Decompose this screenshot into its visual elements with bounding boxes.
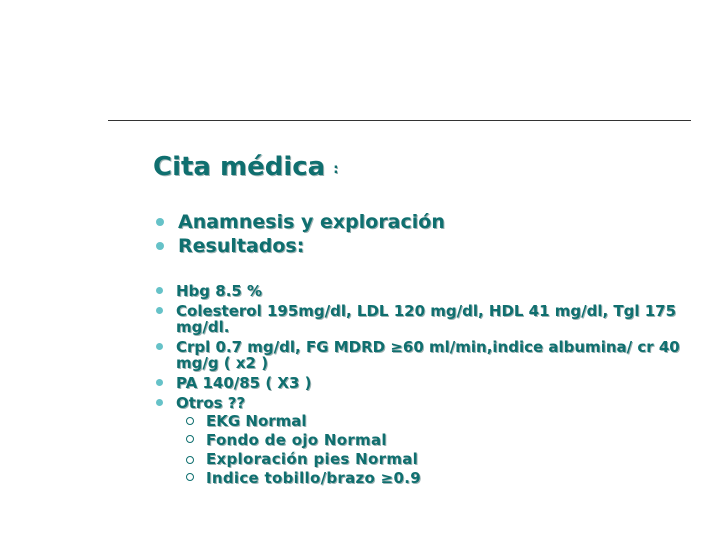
list-item-text: Resultados:: [178, 235, 305, 257]
main-points-list: [156, 210, 445, 258]
list-item: [156, 339, 696, 371]
list-item: [156, 395, 696, 486]
bullet-icon: [156, 379, 163, 386]
bullet-icon: [156, 343, 163, 350]
circle-bullet-icon: [186, 417, 194, 425]
list-item: [156, 234, 445, 258]
bullet-icon: [156, 399, 163, 406]
bullet-icon: [156, 307, 163, 314]
otros-sublist: [184, 413, 696, 486]
circle-bullet-icon: [186, 473, 194, 481]
title-text: Cita médica: [153, 152, 326, 182]
title-divider: [108, 120, 691, 121]
results-list: [156, 283, 696, 490]
circle-bullet-icon: [186, 435, 194, 443]
list-item-text: Crpl 0.7 mg/dl, FG MDRD ≥60 ml/min,indice albumina/ cr 40 mg/g ( x2 ): [176, 338, 680, 372]
bullet-icon: [156, 218, 164, 226]
list-item: [156, 375, 696, 391]
sublist-item: [184, 451, 696, 467]
sublist-item-text: Fondo de ojo Normal: [206, 431, 387, 449]
sublist-item: [184, 432, 696, 448]
list-item: [156, 210, 445, 234]
list-item-text: Hbg 8.5 %: [176, 282, 263, 300]
slide-title: [153, 152, 338, 182]
bullet-icon: [156, 287, 163, 294]
sublist-item-text: EKG Normal: [206, 412, 307, 430]
title-colon: :: [333, 162, 339, 177]
circle-bullet-icon: [186, 456, 194, 464]
list-item-text: PA 140/85 ( X3 ): [176, 374, 312, 392]
sublist-item: [184, 413, 696, 429]
bullet-icon: [156, 242, 164, 250]
sublist-item: [184, 470, 696, 486]
list-item: [156, 283, 696, 299]
list-item-text: Anamnesis y exploración: [178, 211, 445, 233]
sublist-item-text: Exploración pies Normal: [206, 450, 419, 468]
sublist-item-text: Indice tobillo/brazo ≥0.9: [206, 469, 422, 487]
list-item-text: Colesterol 195mg/dl, LDL 120 mg/dl, HDL 41 mg/dl, Tgl 175 mg/dl.: [176, 302, 677, 336]
list-item: [156, 303, 696, 335]
list-item-text: Otros ??: [176, 394, 246, 412]
